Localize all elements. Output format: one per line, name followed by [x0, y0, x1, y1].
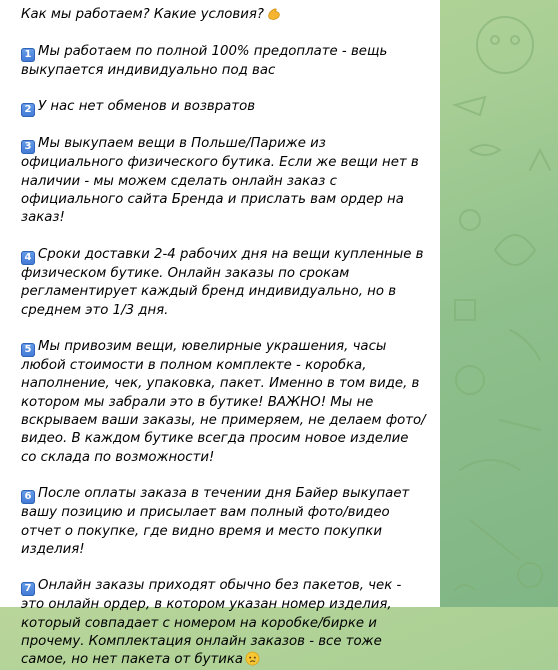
sad-face-emoji — [245, 651, 260, 666]
condition-text: Мы привозим вещи, ювелирные украшения, часы любой стоимости в полном комплекте - коробка, наполнение, чек, упаковка, пакет. Именно в том виде, в котором мы забрали это в бутике! ВАЖНО! Мы не вскрываем ваши заказы, не примеряем, не делаем фото/видео. В каждом бутике всегда просим новое изделие со склада по возможности! — [21, 339, 426, 465]
pointing-hand-emoji — [266, 6, 281, 21]
message-heading — [21, 6, 428, 24]
keycap-number-icon: 7 — [21, 582, 35, 596]
condition-text: Мы работаем по полной 100% предоплате - вещь выкупается индивидуально под вас — [21, 43, 388, 78]
keycap-number-icon: 3 — [21, 140, 35, 154]
keycap-number-icon: 5 — [21, 343, 35, 357]
condition-text: Онлайн заказы приходят обычно без пакетов, чек - это онлайн ордер, в котором указан номер изделия, который совпадает с номером на коробке/бирке и прочему. Комплектация онлайн заказов - все тоже самое, но нет пакета от бутика — [21, 578, 402, 668]
keycap-number-icon: 4 — [21, 251, 35, 265]
condition-text: После оплаты заказа в течении дня Байер выкупает вашу позицию и присылает вам полный фото/видео отчет о покупке, где видно время и место покупки изделия! — [21, 486, 410, 557]
condition-item — [21, 43, 428, 80]
condition-item — [21, 338, 428, 467]
condition-item — [21, 577, 428, 669]
keycap-number-icon: 1 — [21, 48, 35, 62]
heading-text: Как мы работаем? Какие условия? — [21, 7, 264, 22]
condition-text: Сроки доставки 2-4 рабочих дня на вещи купленные в физическом бутике. Онлайн заказы по срокам регламентирует каждый бренд индивидуально, но в среднем это 1/3 дня. — [21, 246, 424, 318]
keycap-number-icon: 6 — [21, 490, 35, 504]
keycap-number-icon: 2 — [21, 103, 35, 117]
condition-item — [21, 485, 428, 559]
condition-text: У нас нет обменов и возвратов — [38, 99, 256, 115]
condition-text: Мы выкупаем вещи в Польше/Париже из официального физического бутика. Если же вещи нет в наличии - мы можем сделать онлайн заказ с официального сайта Бренда и прислать вам ордер на заказ! — [21, 136, 419, 226]
condition-item — [21, 98, 428, 117]
condition-item — [21, 135, 428, 227]
condition-item — [21, 246, 428, 320]
